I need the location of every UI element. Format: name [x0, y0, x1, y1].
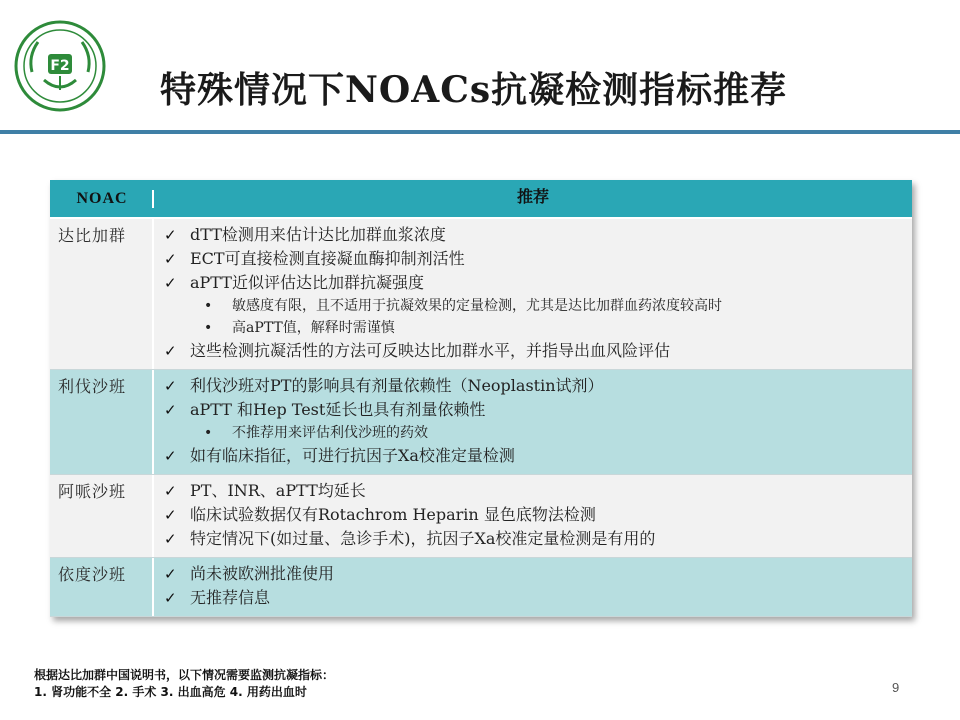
recommendation-item — [164, 339, 902, 363]
bullet-icon: • — [204, 298, 213, 314]
page-number: 9 — [892, 680, 900, 695]
item-text: 敏感度有限，且不适用于抗凝效果的定量检测，尤其是达比加群血药浓度较高时 — [232, 298, 722, 314]
item-text: PT、INR、aPTT均延长 — [190, 481, 366, 500]
table-row — [50, 219, 912, 370]
footnote-line-2: 1. 肾功能不全 2. 手术 3. 出血高危 4. 用药出血时 — [34, 685, 307, 699]
drug-name-cell: 阿哌沙班 — [50, 475, 154, 557]
item-text: 如有临床指征，可进行抗因子Xa校准定量检测 — [190, 446, 515, 465]
item-text: 高aPTT值，解释时需谨慎 — [232, 320, 395, 336]
checkmark-icon: ✓ — [164, 482, 177, 500]
recommendation-table — [50, 180, 912, 617]
item-text: dTT检测用来估计达比加群血浆浓度 — [190, 225, 446, 244]
table-row — [50, 370, 912, 475]
checkmark-icon: ✓ — [164, 226, 177, 244]
recommendation-item — [164, 503, 902, 527]
title-divider — [0, 130, 960, 134]
table-row — [50, 475, 912, 558]
item-text: ECT可直接检测直接凝血酶抑制剂活性 — [190, 249, 465, 268]
recommendation-subitem — [164, 317, 902, 339]
checkmark-icon: ✓ — [164, 401, 177, 419]
hospital-logo — [14, 20, 106, 112]
checkmark-icon: ✓ — [164, 250, 177, 268]
recommendation-cell — [154, 370, 912, 474]
item-text: 临床试验数据仅有Rotachrom Heparin 显色底物法检测 — [190, 505, 596, 524]
recommendation-item — [164, 527, 902, 551]
item-text: aPTT 和Hep Test延长也具有剂量依赖性 — [190, 400, 486, 419]
item-text: 不推荐用来评估利伐沙班的药效 — [232, 425, 428, 441]
footnote — [34, 667, 334, 701]
recommendation-item — [164, 444, 902, 468]
recommendation-cell — [154, 219, 912, 369]
item-text: 这些检测抗凝活性的方法可反映达比加群水平，并指导出血风险评估 — [190, 341, 671, 360]
drug-name-cell: 达比加群 — [50, 219, 154, 369]
bullet-icon: • — [204, 320, 213, 336]
checkmark-icon: ✓ — [164, 447, 177, 465]
table-body — [50, 219, 912, 617]
recommendation-item — [164, 271, 902, 295]
item-text: 无推荐信息 — [190, 588, 271, 607]
recommendation-item — [164, 374, 902, 398]
recommendation-item — [164, 247, 902, 271]
item-text: 利伐沙班对PT的影响具有剂量依赖性（Neoplastin试剂） — [190, 376, 604, 395]
recommendation-item — [164, 398, 902, 422]
recommendation-item — [164, 586, 902, 610]
drug-name-cell: 利伐沙班 — [50, 370, 154, 474]
recommendation-cell — [154, 475, 912, 557]
checkmark-icon: ✓ — [164, 274, 177, 292]
logo-text: F2 — [50, 58, 70, 74]
column-header-noac: NOAC — [50, 190, 154, 208]
recommendation-item — [164, 562, 902, 586]
footnote-line-1: 根据达比加群中国说明书，以下情况需要监测抗凝指标： — [34, 668, 335, 682]
drug-name-cell: 依度沙班 — [50, 558, 154, 616]
recommendation-subitem — [164, 295, 902, 317]
checkmark-icon: ✓ — [164, 342, 177, 360]
checkmark-icon: ✓ — [164, 589, 177, 607]
table-row — [50, 558, 912, 617]
table-header-row — [50, 180, 912, 219]
checkmark-icon: ✓ — [164, 530, 177, 548]
recommendation-item — [164, 223, 902, 247]
item-text: aPTT近似评估达比加群抗凝强度 — [190, 273, 424, 292]
checkmark-icon: ✓ — [164, 506, 177, 524]
slide-title: 特殊情况下NOACs抗凝检测指标推荐 — [160, 69, 788, 111]
item-text: 特定情况下(如过量、急诊手术)，抗因子Xa校准定量检测是有用的 — [190, 529, 656, 548]
recommendation-item — [164, 479, 902, 503]
checkmark-icon: ✓ — [164, 565, 177, 583]
recommendation-cell — [154, 558, 912, 616]
checkmark-icon: ✓ — [164, 377, 177, 395]
column-header-recommendation: 推荐 — [516, 189, 549, 206]
bullet-icon: • — [204, 425, 213, 441]
item-text: 尚未被欧洲批准使用 — [190, 564, 335, 583]
recommendation-subitem — [164, 422, 902, 444]
